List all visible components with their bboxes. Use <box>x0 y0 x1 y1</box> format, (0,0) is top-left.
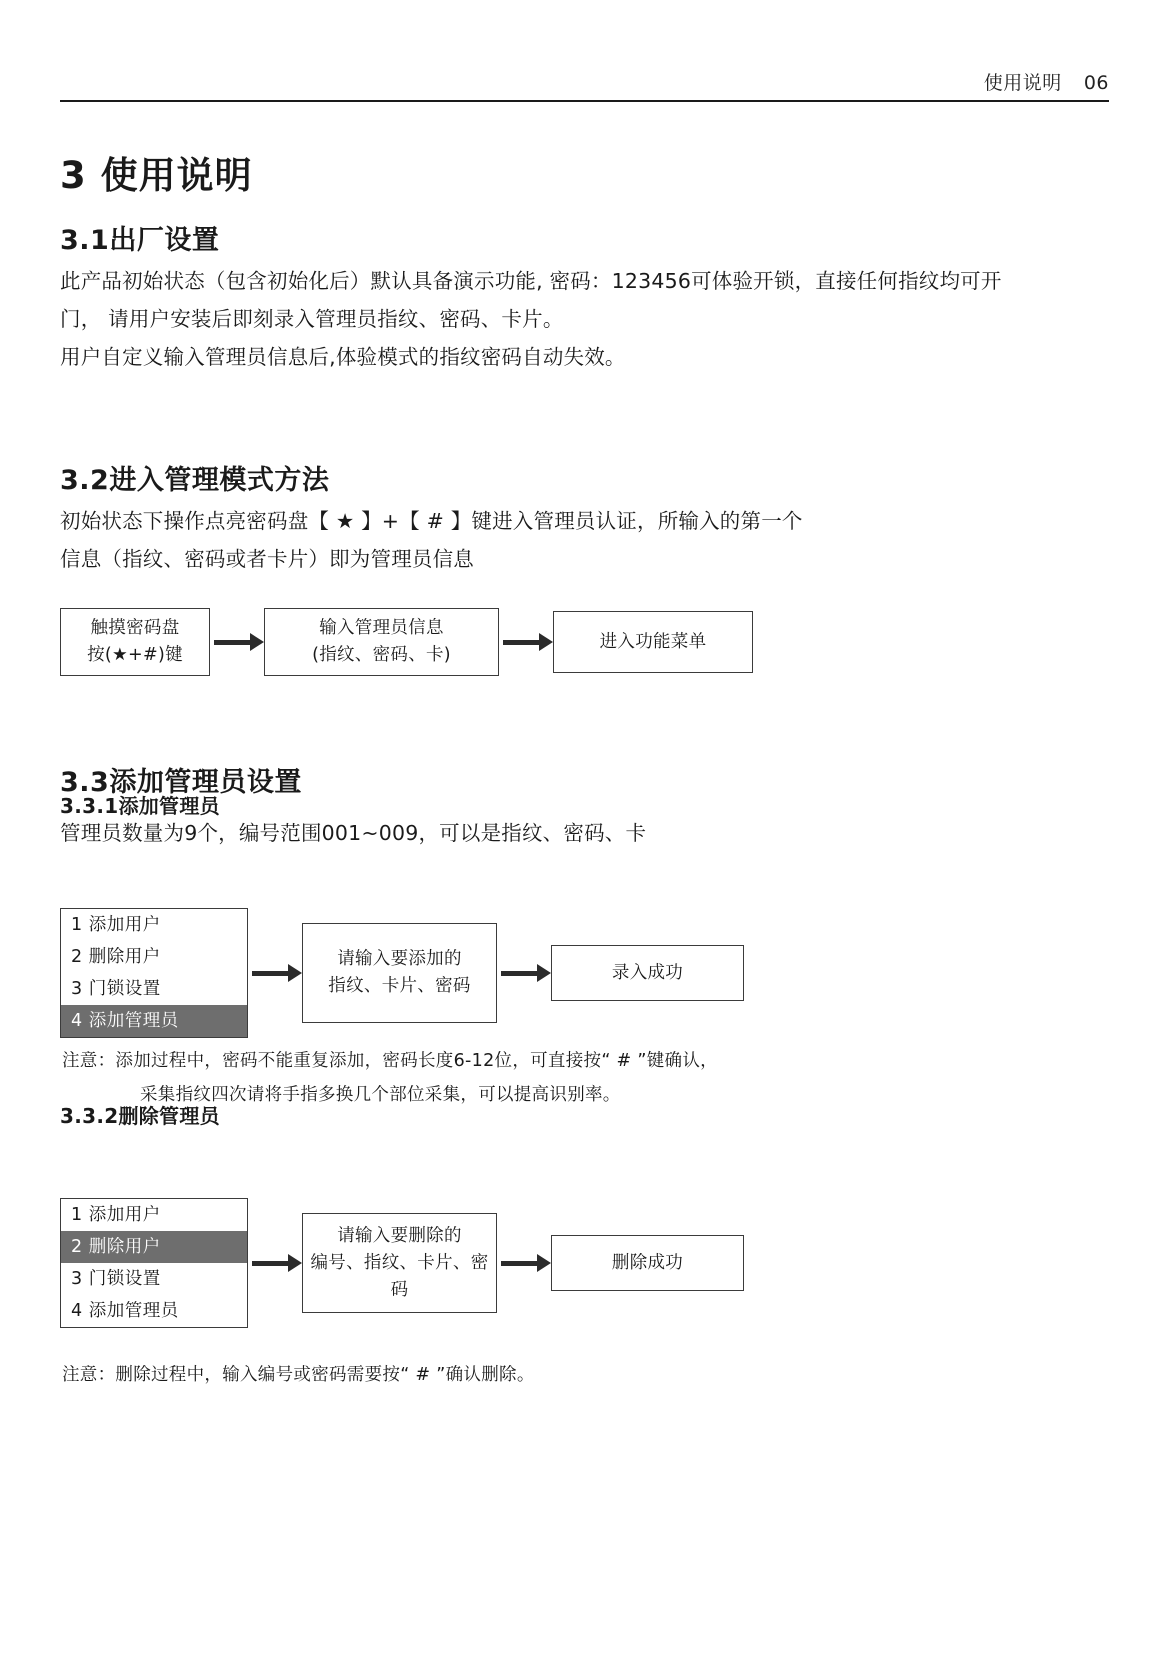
section-title-admin-mode: 3.2进入管理模式方法 <box>60 465 330 496</box>
flow-step-input-admin-info-line1: 输入管理员信息 <box>319 618 444 638</box>
flow-step-input-to-add-line2: 指纹、卡片、密码 <box>328 976 471 996</box>
flow-diagram-add-admin <box>60 908 744 1038</box>
menu-item-add-user: 1 添加用户 <box>71 1205 161 1225</box>
flow-step-enter-function-menu-line1: 进入功能菜单 <box>599 631 707 652</box>
menu-list-delete-admin <box>60 1198 248 1328</box>
flow-step-touch-keypad <box>60 608 210 676</box>
flow-diagram-delete-admin <box>60 1198 744 1328</box>
menu-item-add-administrator-selected: 4 添加管理员 <box>61 1005 247 1037</box>
note-add-admin-line1: 注意：添加过程中，密码不能重复添加，密码长度6-12位，可直接按“ # ”键确认， <box>62 1051 718 1071</box>
flow-step-delete-success-line1: 删除成功 <box>611 1252 684 1273</box>
menu-item-lock-settings: 3 门锁设置 <box>71 979 161 999</box>
flow-diagram-enter-admin-mode <box>60 608 753 676</box>
menu-item-lock-settings: 3 门锁设置 <box>71 1269 161 1289</box>
flow-step-enroll-success <box>551 945 744 1001</box>
menu-item-delete-user-selected: 2 删除用户 <box>61 1231 247 1263</box>
flow-step-input-to-delete <box>302 1213 497 1313</box>
section-body-admin-mode <box>60 502 960 578</box>
factory-paragraph-2: 用户自定义输入管理员信息后,体验模式的指纹密码自动失效。 <box>60 345 626 369</box>
section-title-add-admin: 3.3添加管理员设置 <box>60 767 302 798</box>
arrow-right-icon <box>497 1257 551 1269</box>
flow-step-input-to-delete-line2: 编号、指纹、卡片、密码 <box>310 1252 489 1300</box>
page-number: 06 <box>1083 72 1109 94</box>
flow-step-input-admin-info <box>264 608 499 676</box>
arrow-right-icon <box>248 967 302 979</box>
flow-step-input-to-add-line1: 请输入要添加的 <box>337 949 462 969</box>
admin-mode-paragraph-1: 初始状态下操作点亮密码盘【 ★ 】+【 # 】键进入管理员认证，所输入的第一个 <box>60 509 803 533</box>
flow-step-input-to-add <box>302 923 497 1023</box>
flow-step-input-to-delete-line1: 请输入要删除的 <box>337 1225 462 1246</box>
flow-step-touch-keypad-line1: 触摸密码盘 <box>90 618 180 638</box>
menu-list-add-admin <box>60 908 248 1038</box>
subsection-title-delete-admin: 3.3.2删除管理员 <box>60 1104 220 1128</box>
factory-paragraph-1: 此产品初始状态（包含初始化后）默认具备演示功能, 密码：123456可体验开锁，直接任何指纹均可开门， 请用户安装后即刻录入管理员指纹、密码、卡片。 <box>60 269 1002 331</box>
section-body-factory-settings <box>60 262 1020 376</box>
flow-step-input-admin-info-line2: (指纹、密码、卡) <box>312 645 451 665</box>
admin-mode-paragraph-2: 信息（指纹、密码或者卡片）即为管理员信息 <box>60 547 474 571</box>
menu-item-delete-user: 2 删除用户 <box>71 947 161 967</box>
arrow-right-icon <box>499 636 553 648</box>
menu-item-add-administrator: 4 添加管理员 <box>71 1301 179 1321</box>
menu-item-add-user: 1 添加用户 <box>71 915 161 935</box>
page-header <box>984 68 1109 95</box>
flow-step-enter-function-menu <box>553 611 753 673</box>
flow-step-delete-success <box>551 1235 744 1291</box>
note-delete-admin <box>62 1358 1062 1392</box>
note-add-admin-line2: 采集指纹四次请将手指多换几个部位采集，可以提高识别率。 <box>140 1085 621 1105</box>
subsection-title-add-admin: 3.3.1添加管理员 <box>60 794 220 818</box>
arrow-right-icon <box>497 967 551 979</box>
chapter-title: 3 使用说明 <box>60 154 253 197</box>
flow-step-touch-keypad-line2: 按(★+#)键 <box>87 645 183 665</box>
flow-step-enroll-success-line1: 录入成功 <box>611 962 684 983</box>
header-title: 使用说明 <box>983 72 1062 94</box>
section-title-factory-settings: 3.1出厂设置 <box>60 225 220 256</box>
subsection-body-add-admin: 管理员数量为9个，编号范围001~009，可以是指纹、密码、卡 <box>60 821 647 845</box>
arrow-right-icon <box>248 1257 302 1269</box>
note-delete-admin-line1: 注意：删除过程中，输入编号或密码需要按“ # ”确认删除。 <box>62 1365 535 1385</box>
arrow-right-icon <box>210 636 264 648</box>
header-divider <box>60 100 1109 102</box>
